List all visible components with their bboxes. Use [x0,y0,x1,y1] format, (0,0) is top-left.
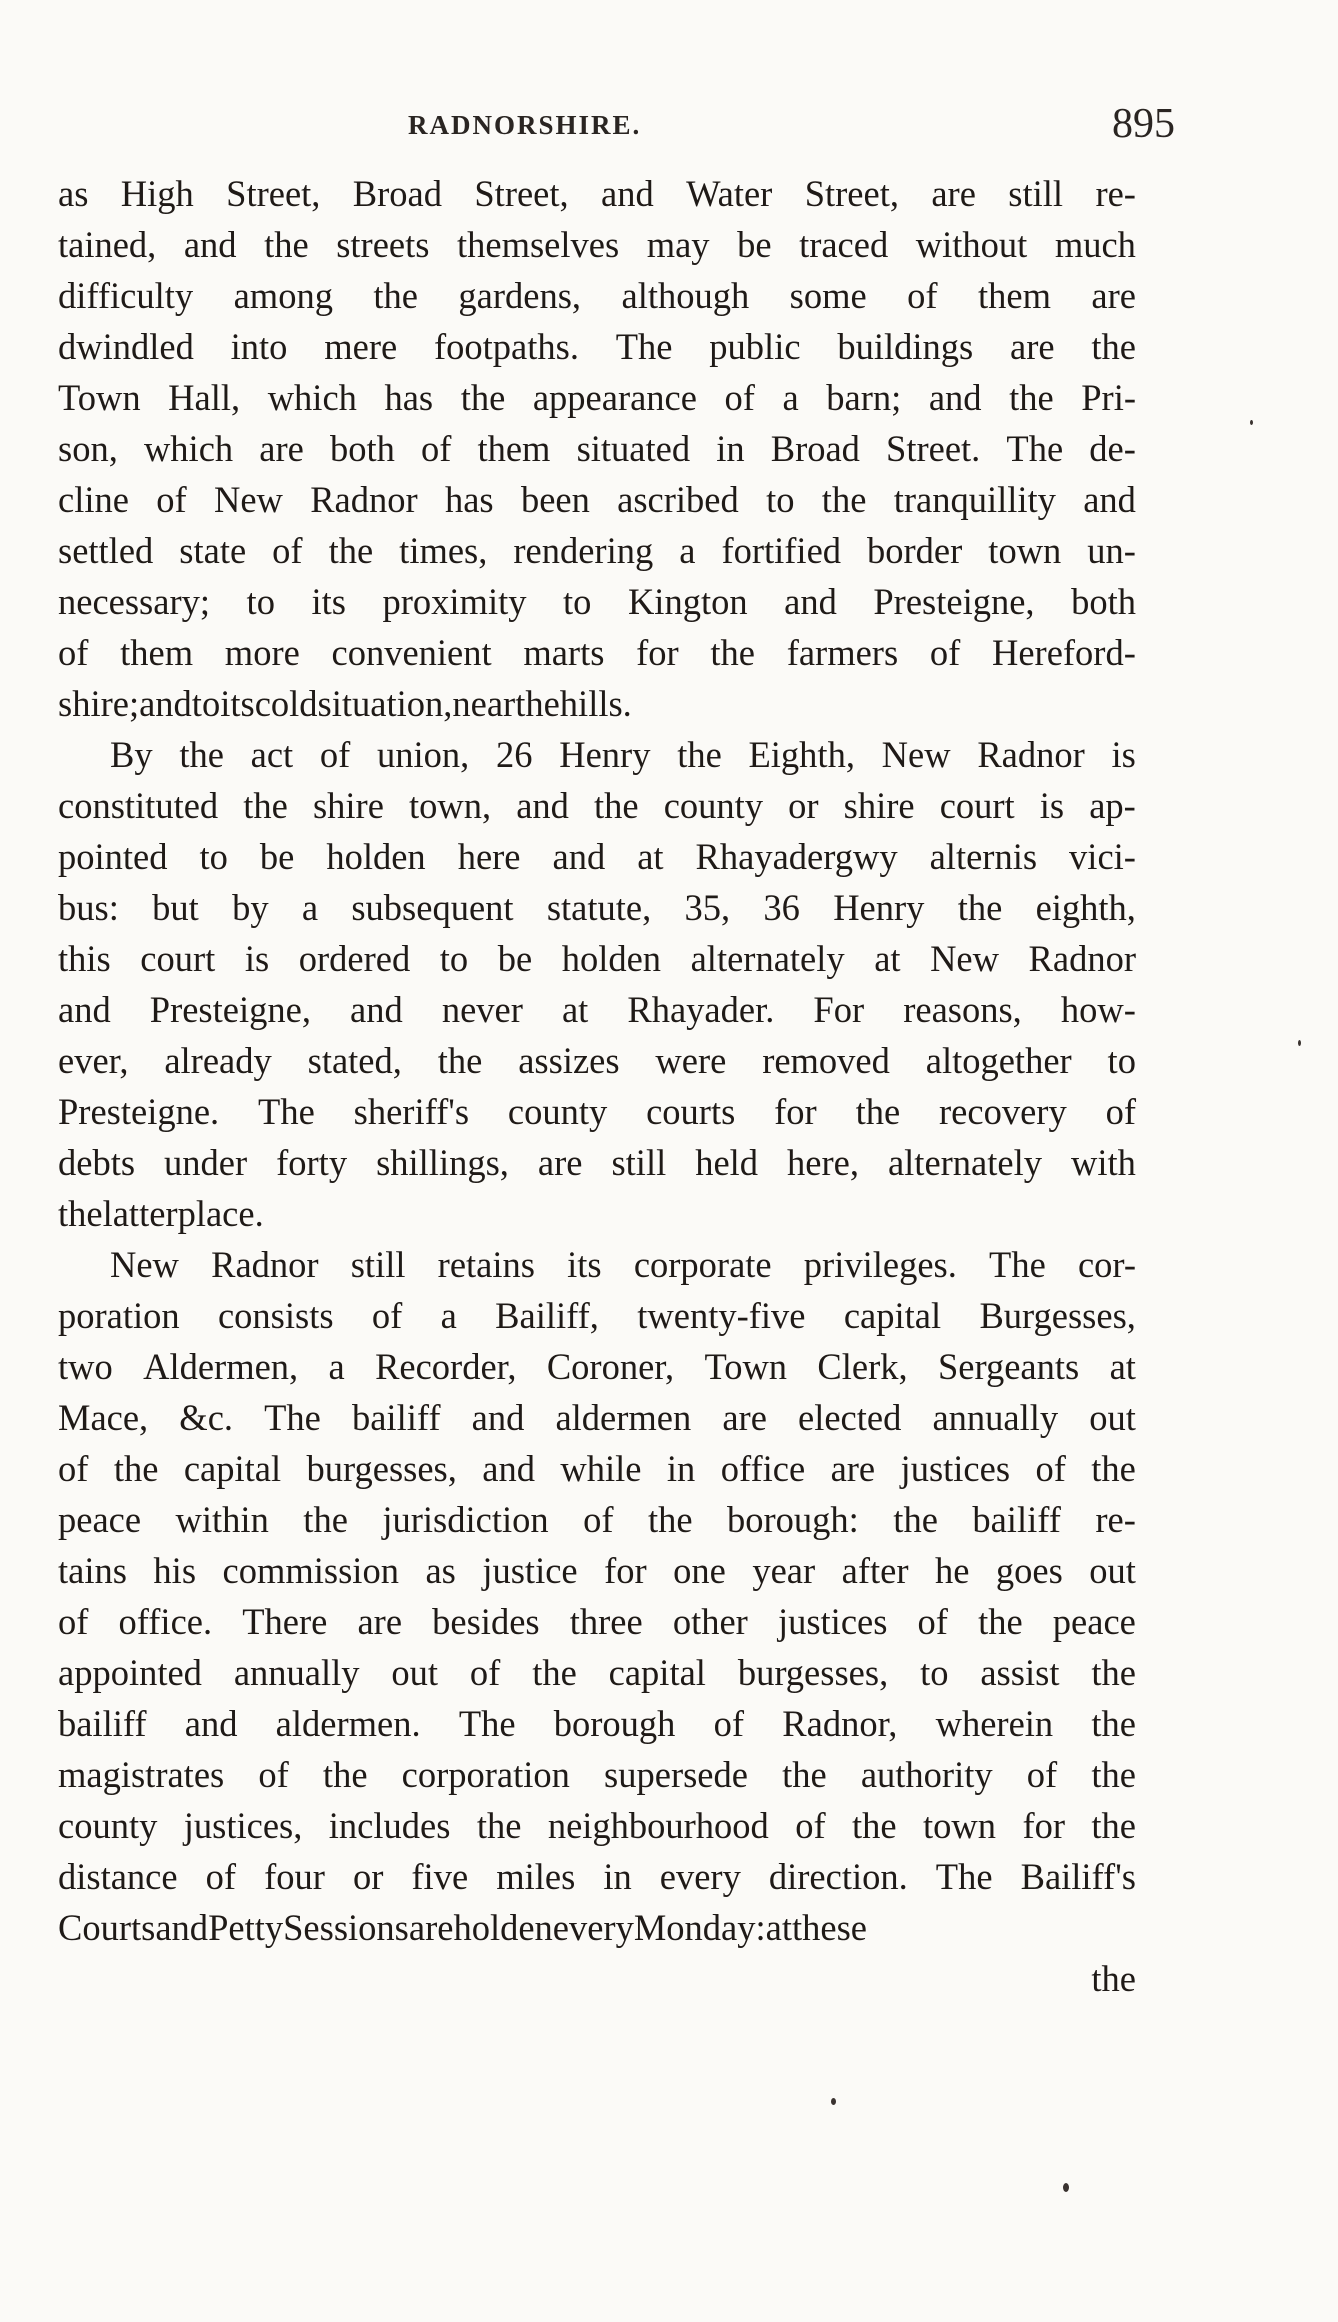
text-line: dwindled into mere footpaths. The public buildings are the [58,326,1136,367]
text-line: this court is ordered to be holden alternately at New Radnor [58,938,1136,979]
text-line: poration consists of a Bailiff, twenty-five capital Burgesses, [58,1295,1136,1336]
text-line: Mace, &c. The bailiff and aldermen are elected annually out [58,1397,1136,1438]
text-line: two Aldermen, a Recorder, Coroner, Town Clerk, Sergeants at [58,1346,1136,1387]
print-speck [831,2098,836,2105]
text-line: cline of New Radnor has been ascribed to the tranquillity and [58,479,1136,520]
text-line: constituted the shire town, and the county or shire court is ap- [58,785,1136,826]
text-line: ever, already stated, the assizes were removed altogether to [58,1040,1136,1081]
text-line: bus: but by a subsequent statute, 35, 36 Henry the eighth, [58,887,1136,928]
text-line: magistrates of the corporation supersede the authority of the [58,1754,1136,1795]
text-line: son, which are both of them situated in Broad Street. The de- [58,428,1136,469]
text-line: difficulty among the gardens, although some of them are [58,275,1136,316]
text-line: shire; and to its cold situation, near the hills. [58,683,632,724]
page-number: 895 [1112,101,1175,147]
text-line: tains his commission as justice for one year after he goes out [58,1550,1136,1591]
body-text [58,168,1136,2004]
text-line: distance of four or five miles in every direction. The Bailiff's [58,1856,1136,1897]
text-line: as High Street, Broad Street, and Water Street, are still re- [58,173,1136,214]
text-line: By the act of union, 26 Henry the Eighth, New Radnor is [110,734,1136,775]
text-line: peace within the jurisdiction of the borough: the bailiff re- [58,1499,1136,1540]
running-head: RADNORSHIRE. [408,110,642,140]
text-line: New Radnor still retains its corporate privileges. The cor- [110,1244,1136,1285]
text-line: debts under forty shillings, are still held here, alternately with [58,1142,1136,1183]
print-speck [1298,1040,1301,1046]
text-line: of them more convenient marts for the farmers of Hereford- [58,632,1136,673]
print-speck [1250,420,1253,425]
text-line: tained, and the streets themselves may be traced without much [58,224,1136,265]
text-line: bailiff and aldermen. The borough of Radnor, wherein the [58,1703,1136,1744]
text-line: and Presteigne, and never at Rhayader. For reasons, how- [58,989,1136,1030]
text-line: Courts and Petty Sessions are holden every Monday: at these [58,1907,867,1948]
text-line: settled state of the times, rendering a fortified border town un- [58,530,1136,571]
catchword: the [1091,1958,1136,1999]
print-speck [1063,2183,1069,2192]
text-line: appointed annually out of the capital burgesses, to assist the [58,1652,1136,1693]
text-line: pointed to be holden here and at Rhayadergwy alternis vici- [58,836,1136,877]
text-line: Town Hall, which has the appearance of a barn; and the Pri- [58,377,1136,418]
text-line: of office. There are besides three other justices of the peace [58,1601,1136,1642]
text-line: the latter place. [58,1193,264,1234]
text-line: of the capital burgesses, and while in office are justices of the [58,1448,1136,1489]
text-line: county justices, includes the neighbourhood of the town for the [58,1805,1136,1846]
text-line: Presteigne. The sheriff's county courts for the recovery of [58,1091,1136,1132]
text-line: necessary; to its proximity to Kington and Presteigne, both [58,581,1136,622]
